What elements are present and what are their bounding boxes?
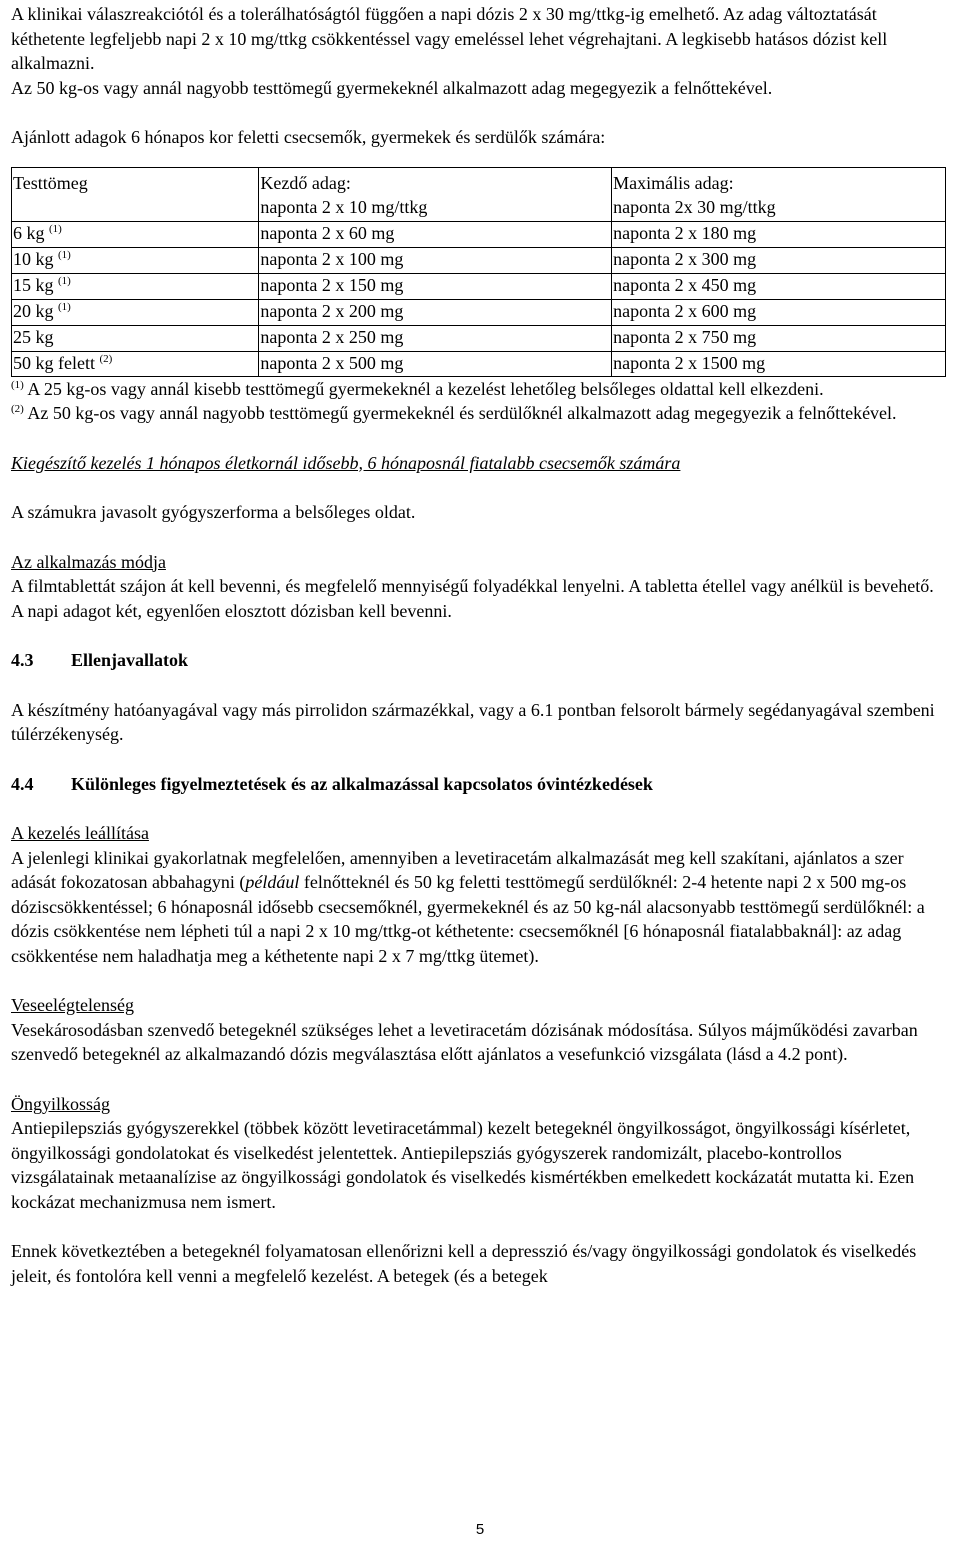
supplementary-title: Kiegészítő kezelés 1 hónapos életkornál idősebb, 6 hónaposnál fiatalabb csecsemők számára [11,452,681,473]
suicide-title: Öngyilkosság [11,1093,110,1114]
row-footnote-mark: (1) [58,300,71,313]
footnote-1 [11,377,946,402]
row-weight: 50 kg felett [13,352,95,373]
section-4-3-number: 4.3 [11,650,34,670]
row-weight: 25 kg [13,326,54,347]
renal-title: Veseelégtelenség [11,995,134,1015]
row-max-dose: naponta 2 x 300 mg [613,248,757,269]
section-4-3-heading [11,648,946,673]
row-max-dose: naponta 2 x 180 mg [613,222,757,243]
footnote-1-mark: (1) [11,378,24,391]
header-max-dose-sub: naponta 2x 30 mg/ttkg [613,197,776,217]
row-max-dose: naponta 2 x 750 mg [613,326,757,347]
row-weight: 10 kg [13,248,54,269]
supplementary-text: A számukra javasolt gyógyszerforma a belsőleges oldat. [11,502,416,522]
row-start-dose: naponta 2 x 60 mg [260,222,395,243]
row-start-dose: naponta 2 x 200 mg [260,300,404,321]
row-footnote-mark: (1) [49,222,62,235]
row-weight: 15 kg [13,274,54,295]
footnote-2 [11,401,946,426]
renal-text: Vesekárosodásban szenvedő betegeknél szükséges lehet a levetiracetám dózisának módosítása. Súlyos májműködési zavarban szenvedő betegeknél az alkalmazandó dózis megválasztása előtt ajánlatos a vesefunkció vizsgálata (lásd a 4.2 pont). [11,1019,918,1064]
section-4-4-title: Különleges figyelmeztetések és az alkalmazással kapcsolatos óvintézkedések [71,773,653,794]
discontinuation-text-b: felnőtteknél és 50 kg feletti testtömegű serdülőknél: 2-4 hetente napi 2 x 500 mg-os dóziscsökkentéssel; 6 hónaposnál idősebb csecsemőknél, gyermekeknél és az 50 kg-nál alacsonyabb testtömegű serdülőknél: a dózis csökkentése nem lépheti túl a napi 2 x 10 mg/ttkg-ot kéthetente: csecsemőknél [6 hónaposnál fiatalabbaknál]: az adag csökkentése nem haladhatja meg a kéthetente napi 2 x 7 mg/ttkg ütemet). [11,872,925,966]
footnote-2-mark: (2) [11,403,24,415]
page-number: 5 [475,1521,485,1538]
table-row [11,325,946,351]
table-row [11,299,946,325]
row-start-dose: naponta 2 x 100 mg [260,248,404,269]
dose-table [11,167,946,377]
table-header-row [11,168,946,221]
intro-paragraph [11,2,946,100]
row-weight: 6 kg [13,222,45,243]
footnote-1-text: A 25 kg-os vagy annál kisebb testtömegű gyermekeknél a kezelést lehetőleg belsőleges oldattal kell elkezdeni. [27,378,824,399]
row-start-dose: naponta 2 x 500 mg [260,352,404,373]
administration-title: Az alkalmazás módja [11,551,166,572]
dose-intro: Ajánlott adagok 6 hónapos kor feletti csecsemők, gyermekek és serdülők számára: [11,127,606,147]
row-footnote-mark: (1) [58,274,71,287]
discontinuation-text-a: A jelenlegi klinikai gyakorlatnak megfelelően, amennyiben a levetiracetám alkalmazását meg kell szakítani, ajánlatos a szer adását fokozatosan abbahagyni ( [11,847,904,892]
section-4-3-text: A készítmény hatóanyagával vagy más pirrolidon származékkal, vagy a 6.1 pontban felsorolt bármely segédanyagával szembeni túlérzékenység. [11,699,935,744]
discontinuation-title: A kezelés leállítása [11,823,149,843]
row-footnote-mark: (2) [99,352,113,365]
discontinuation-text-italic: például [245,872,300,892]
table-row [11,247,946,273]
document-page [11,0,946,1288]
row-start-dose: naponta 2 x 150 mg [260,274,404,295]
suicide-text-2: Ennek következtében a betegeknél folyamatosan ellenőrizni kell a depresszió és/vagy öngyilkossági gondolatok és viselkedés jeleit, és fontolóra kell venni a megfelelő kezelést. A betegek (és a betegek [11,1241,917,1286]
footnote-2-text: Az 50 kg-os vagy annál nagyobb testtömegű gyermekeknél és serdülőknél alkalmazott adag megegyezik a felnőttekével. [27,403,897,423]
row-max-dose: naponta 2 x 1500 mg [613,352,766,373]
section-4-3-title: Ellenjavallatok [71,650,189,670]
header-start-dose: Kezdő adag: [260,172,351,193]
row-weight: 20 kg [13,300,54,321]
intro-text-a: A klinikai válaszreakciótól és a tolerálhatóságtól függően a napi dózis 2 x 30 mg/ttkg-ig emelhető. Az adag változtatását kéthetente legfeljebb napi 2 x 10 mg/ttkg csökkentéssel vagy emeléssel lehet végrehajtani. A legkisebb hatásos dózist kell alkalmazni. [11,4,888,73]
header-max-dose: Maximális adag: [613,172,734,193]
row-max-dose: naponta 2 x 450 mg [613,274,757,295]
header-start-dose-sub: naponta 2 x 10 mg/ttkg [260,197,428,217]
table-row [11,221,946,247]
row-max-dose: naponta 2 x 600 mg [613,300,757,321]
row-start-dose: naponta 2 x 250 mg [260,326,404,347]
header-weight: Testtömeg [13,172,88,193]
section-4-4-heading [11,772,946,797]
table-row [11,273,946,299]
administration-text: A filmtablettát szájon át kell bevenni, és megfelelő mennyiségű folyadékkal lenyelni. A tabletta étellel vagy anélkül is bevehető. A napi adagot két, egyenlően elosztott dózisban kell bevenni. [11,576,934,621]
suicide-text-1: Antiepilepsziás gyógyszerekkel (többek között levetiracetámmal) kezelt betegeknél öngyilkosságot, öngyilkossági kísérletet, öngyilkossági gondolatokat és viselkedést jelentettek. Antiepilepsziás gyógyszerek randomizált, placebo-kontrollos vizsgálatainak metaanalízise az öngyilkossági gondolatok és viselkedés kismértékben emelkedett kockázatát mutatta ki. Ezen kockázat mechanizmusa nem ismert. [11,1118,915,1212]
intro-text-b: Az 50 kg-os vagy annál nagyobb testtömegű gyermekeknél alkalmazott adag megegyezik a felnőttekével. [11,77,773,98]
discontinuation-text [11,846,946,969]
row-footnote-mark: (1) [58,248,71,261]
section-4-4-number: 4.4 [11,773,34,794]
table-row [11,351,946,377]
